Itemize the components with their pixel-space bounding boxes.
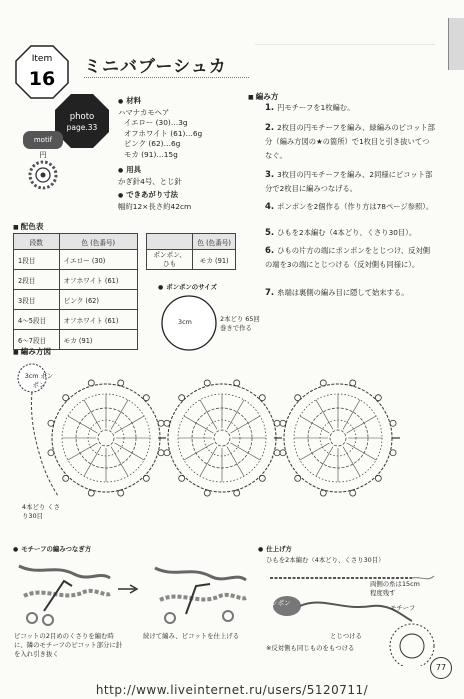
page-edge-tab [448, 18, 464, 70]
picot [118, 490, 124, 496]
stitch-spoke [343, 400, 360, 429]
round-ring [214, 430, 230, 446]
stitch-spoke [227, 400, 244, 429]
motif-sub: 円 [39, 151, 47, 159]
pompom-size-heading: ● ポンポンのサイズ [158, 283, 217, 292]
round-ring [330, 430, 346, 446]
picot [375, 475, 381, 481]
stitch-spoke [111, 400, 128, 429]
stitch-spoke [300, 443, 329, 460]
picot [234, 380, 240, 386]
picot [164, 420, 170, 426]
finishing-heading: ● 仕上げ方 [258, 545, 292, 554]
stitch-spoke [347, 416, 376, 433]
picot [118, 380, 124, 386]
stitch-spoke [84, 400, 101, 429]
joining-arrow [117, 584, 141, 594]
materials-row: オフホワイト (61)…6g [124, 128, 203, 138]
step-item: 4. ポンポンを2個作る（作り方は78ページ参照）。 [265, 202, 434, 212]
picot [350, 380, 356, 386]
round-ring [98, 430, 114, 446]
stitch-spoke [347, 443, 376, 460]
stitch-spoke [231, 416, 260, 433]
picot [234, 490, 240, 496]
materials-yarn: ハマナカモヘア [118, 107, 170, 117]
step-item: 2. 2枚目の円モチーフを編み、緑編みのピコット部分（編み方図の★の箇所）で1枚目と引き抜いてつなぐ。 [265, 123, 435, 160]
motif-chart [48, 380, 400, 496]
picot [320, 380, 326, 386]
stitch-spoke [115, 416, 144, 433]
tools-text: かぎ針4号、とじ針 [118, 176, 182, 186]
stitch-spoke [343, 447, 360, 476]
picot [158, 450, 164, 456]
finishing-motif: モチーフ [390, 604, 416, 612]
materials-row: イエロー (30)…3g [124, 118, 188, 127]
picot [274, 450, 280, 456]
pompom-color-table: 色 (色番号) ポンポン、ひも モカ (91) [146, 233, 236, 270]
picot [350, 490, 356, 496]
stitch-spoke [200, 447, 217, 476]
joining-illustration-1 [14, 556, 114, 628]
stitch-spoke [111, 447, 128, 476]
finishing-note-2: ※反対側も同じものをもつける [266, 644, 355, 652]
stitch-spoke [68, 416, 97, 433]
picot [63, 475, 69, 481]
picot [259, 475, 265, 481]
pompom-note: 2本どり 65回巻きで作る [220, 315, 260, 332]
stitch-spoke [68, 443, 97, 460]
picot [295, 395, 301, 401]
picot [390, 420, 396, 426]
step-item: 7. 糸端は裏側の編み目に隠して始末する。 [265, 288, 409, 298]
stitch-spoke [231, 443, 260, 460]
item-word: Item [31, 54, 53, 64]
joining-caption-1: ピコットの2目めのくさりを編む時に、隣のモチーフのピコット部分に針を入れ引き抜く [14, 632, 123, 658]
motif-badge [22, 130, 68, 192]
tools-heading: ● 用具 [118, 165, 258, 177]
picot [204, 490, 210, 496]
materials-row: モカ (91)…15g [124, 149, 178, 159]
stitch-spoke [84, 447, 101, 476]
diagram-cord-label: 4本どり くさり30目 [22, 503, 61, 520]
picot [143, 475, 149, 481]
size-text: 幅約12×長さ約42cm [118, 201, 192, 211]
step-item: 1. 円モチーフを1枚編む。 [265, 103, 355, 113]
page-number: 77 [430, 657, 452, 679]
joining-heading: ● モチーフの編みつなぎ方 [13, 545, 91, 554]
pompom-size-value: 3cm [178, 318, 192, 326]
bleed-through [255, 44, 435, 85]
finishing-sub: ひもを2本編む（4本どり、くさり30目） [266, 556, 385, 564]
stitch-spoke [184, 416, 213, 433]
step-item: 5. ひもを2本編む（4本どり、くさり30目）。 [265, 228, 417, 238]
joining-caption-2: 続けて編み、ピコットを仕上げる [143, 632, 240, 640]
page-title: ミニバブーシュカ [84, 57, 227, 77]
diagram-heading: ■ 編み方図 [13, 346, 51, 357]
picot [375, 395, 381, 401]
motif-label: motif [33, 136, 53, 144]
picot [164, 450, 170, 456]
watermark-url: http://www.liveinternet.ru/users/5120711/ [95, 683, 369, 697]
picot [179, 395, 185, 401]
photo-page: page.33 [66, 123, 98, 132]
photo-label: photo [69, 112, 95, 122]
picot [158, 420, 164, 426]
picot [88, 490, 94, 496]
joining-illustration-2 [150, 556, 250, 628]
finishing-tie: とじつける [330, 632, 362, 640]
motif-2 [164, 380, 280, 496]
picot [259, 395, 265, 401]
color-table-heading: ■ 配色表 [13, 221, 43, 232]
stitch-spoke [227, 447, 244, 476]
picot [320, 490, 326, 496]
picot [280, 420, 286, 426]
diagram-pompom-label: 3cm ポンポン [24, 372, 54, 389]
picot [88, 380, 94, 386]
picot [48, 420, 54, 426]
picot [280, 450, 286, 456]
materials-row: ピンク (62)…6g [124, 139, 181, 148]
finishing-note-1: 両側の糸は15cm程度残す [370, 580, 420, 597]
picot [48, 450, 54, 456]
stitch-spoke [300, 416, 329, 433]
picot [390, 450, 396, 456]
stitch-spoke [115, 443, 144, 460]
motif-3 [280, 380, 396, 496]
step-item: 3. 3枚目の円モチーフを編み、2同様にピコット部分で2枚目に編みつなげる。 [265, 170, 433, 194]
how-to-heading: ■ 編み方 [248, 91, 278, 102]
stitch-spoke [200, 400, 217, 429]
stitch-spoke [316, 447, 333, 476]
cord-line [31, 392, 58, 496]
picot [274, 420, 280, 426]
finishing-pompom: ポンポン [265, 599, 291, 607]
picot [63, 395, 69, 401]
title-rule [84, 77, 249, 78]
crochet-diagram [10, 356, 450, 526]
stitch-spoke [316, 400, 333, 429]
motif-1 [48, 380, 164, 496]
step-item: 6. ひもの片方の端にポンポンをとじつけ、反対側の端を3の端にとじつける（反対側も同様に）。 [265, 246, 431, 270]
picot [179, 475, 185, 481]
item-badge [14, 44, 70, 100]
color-table: 段数 色 (色番号) 1段目 イエロー (30) 2段目 オフホワイト (61) 3段目 ピンク (62) 4～5段目 オフホワイト (61) 6～7段目 モカ (91) [13, 233, 138, 350]
size-heading: ● できあがり寸法 [118, 190, 258, 202]
materials-block [118, 96, 258, 212]
picot [295, 475, 301, 481]
materials-heading: ● 材料 [118, 96, 258, 108]
picot [143, 395, 149, 401]
item-number: 16 [28, 68, 56, 90]
picot [204, 380, 210, 386]
stitch-spoke [184, 443, 213, 460]
